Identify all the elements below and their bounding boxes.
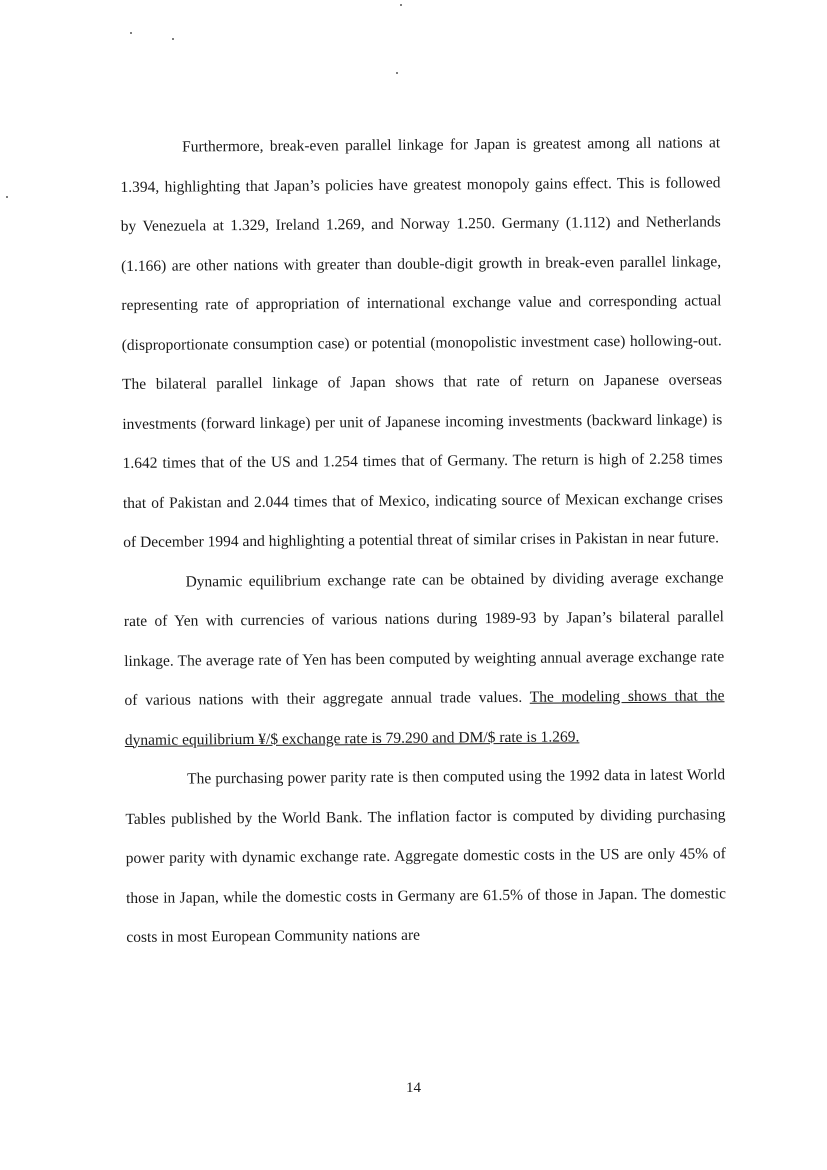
paragraph-text: Furthermore, break-even parallel linkage for Japan is greatest among all nations at 1.394, highlighting that Japan’s policies have greatest monopoly gains effect. This is followed by Venezuela at 1.329, Ireland 1.269, and Norway 1.250. Germany (1.112) and Netherlands (1.166) are other nations with greater than double-digit growth in break-even parallel linkage, representing rate of appropriation of international exchange value and corresponding actual (disproportionate consumption case) or potential (monopolistic investment case) hollowing-out. The bilateral parallel linkage of Japan shows that rate of return on Japanese overseas investments (forward linkage) per unit of Japanese incoming investments (backward linkage) is 1.642 times that of the US and 1.254 times that of Germany. The return is high of 2.258 times that of Pakistan and 2.044 times that of Mexico, indicating source of Mexican exchange crises of December 1994 and highlighting a potential threat of similar crises in Pakistan in near future. [120,134,723,551]
underlined-result: The modeling shows that the dynamic equilibrium ¥/$ exchange rate is 79.290 and DM/$ rate is 1.269. [124,687,725,749]
paragraph-linkage [120,123,723,562]
scan-speck [6,196,8,198]
scan-speck [396,72,398,74]
scan-speck [130,32,132,34]
paragraph-ppp [125,755,727,957]
page-number: 14 [406,1080,421,1096]
paragraph-text: The purchasing power parity rate is then computed using the 1992 data in latest World Tables published by the World Bank. The inflation factor is computed by dividing purchasing power parity with dynamic exchange rate. Aggregate domestic costs in the US are only 45% of those in Japan, while the domestic costs in Germany are 61.5% of those in Japan. The domestic costs in most European Community nations are [125,766,727,946]
body-text [120,123,726,957]
paragraph-exchange-rate [123,558,725,760]
paragraph-text: Dynamic equilibrium exchange rate can be obtained by dividing average exchange rate of Yen with currencies of various nations during 1989-93 by Japan’s bilateral parallel linkage. The average rate of Yen has been computed by weighting annual average exchange rate of various nations with their aggregate annual trade values. [123,568,725,709]
scan-speck [400,4,402,6]
scan-speck [172,38,174,40]
